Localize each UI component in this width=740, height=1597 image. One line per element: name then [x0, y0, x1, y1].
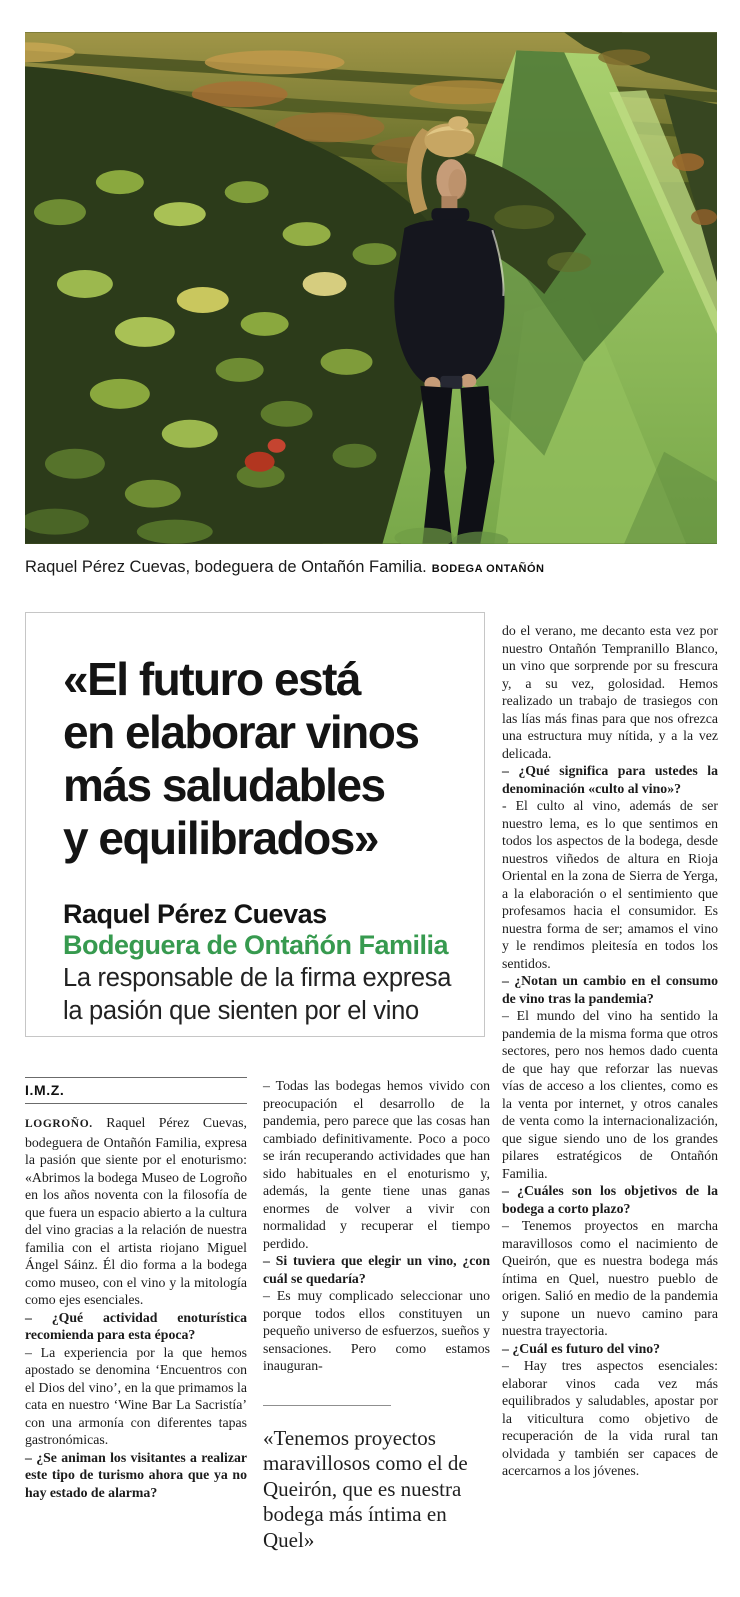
paragraph [25, 1449, 247, 1502]
paragraph [25, 1114, 247, 1309]
pull-quote-rule [263, 1405, 391, 1406]
photo-caption-line [25, 557, 717, 580]
body-text: – Hay tres aspectos esenciales: elaborar vinos cada vez más equilibrados y saludables, apostar por la viticultura como objetivo de recuperación de la vida rural tan olvidada y también ser capaces de acercarnos a los jóvenes. [502, 1358, 718, 1478]
headline-line: y equilibrados» [63, 812, 378, 864]
paragraph [263, 1077, 490, 1252]
headline [63, 653, 466, 865]
column-1-text [25, 1114, 247, 1501]
paragraph [502, 622, 718, 762]
article-left-area [25, 612, 490, 1553]
paragraph [502, 972, 718, 1007]
body-text: - El culto al vino, además de ser nuestro lema, es lo que sentimos en todos los aspectos de la bodega, desde nuestros viñedos de altura en Rioja Oriental en la zona de Sierra de Yerga, a la elaboración o el sentimiento que profesamos hacia el consumidor. Es nuestra forma de ser; amamos el vino y le rendimos pleitesía en todos los sentidos. [502, 798, 718, 971]
question-text: – ¿Notan un cambio en el consumo de vino tras la pandemia? [502, 973, 718, 1006]
paragraph [263, 1287, 490, 1375]
question-text: – ¿Cuál es futuro del vino? [502, 1340, 661, 1356]
headline-line: en elaborar vinos [63, 706, 419, 758]
body-text: do el verano, me decanto esta vez por nuestro Ontañón Tempranillo Blanco, un vino que sorprende por su frescura y, a su vez, golosidad. Hemos realizado un trabajo de trasiegos con las lías más finas para que nos ofrezca una estructura muy nítida, y a la vez delicada. [502, 623, 718, 761]
interviewee-name: Raquel Pérez Cuevas [63, 899, 327, 929]
paragraph [25, 1344, 247, 1449]
photo-credit: BODEGA ONTAÑÓN [431, 563, 545, 575]
paragraph [502, 797, 718, 972]
headline-line: más saludables [63, 759, 385, 811]
paragraph [502, 1340, 718, 1358]
interviewee-block [63, 899, 466, 1028]
interviewee-role: Bodeguera de Ontañón Familia [63, 930, 449, 960]
photo-caption: Raquel Pérez Cuevas, bodeguera de Ontañón Familia. [25, 558, 427, 576]
paragraph [502, 1007, 718, 1182]
paragraph [502, 1217, 718, 1340]
headline-box [25, 612, 485, 1037]
body-text: – El mundo del vino ha sentido la pandemia de la misma forma que otros sectores, pero nos hemos dado cuenta de que hay que reforzar las nuevas vías de acceso a los clientes, como es la venta por internet, y otros canales de venta como la internacionalización, que sigue siendo uno de los grandes pilares estratégicos de Ontañón Familia. [502, 1008, 718, 1181]
article-column-1 [25, 1077, 247, 1553]
question-text: – Si tuviera que elegir un vino, ¿con cuál se quedaría? [263, 1253, 490, 1286]
byline-label: I.M.Z. [25, 1082, 65, 1098]
body-text: Raquel Pérez Cuevas, bodeguera de Ontañón Familia, expresa la pasión que siente por el enoturismo: «Abrimos la bodega Museo de Logroño en los años noventa con la filosofía de que fuera un espacio abierto a la cultura del vino gracias a la relación de nuestra familia con el artista riojano Miguel Ángel Sáinz. Él dio forma a la bodega como museo, con el vino y la mitología como ejes esenciales. [25, 1115, 247, 1307]
pull-quote [263, 1405, 490, 1554]
vineyard-illustration [25, 32, 717, 544]
paragraph [502, 1182, 718, 1217]
deck: La responsable de la firma expresa la pasión que sienten por el vino [63, 964, 452, 1025]
columns-1-2 [25, 1077, 490, 1553]
body-text: LOGROÑO. [25, 1118, 93, 1130]
article-body [25, 612, 718, 1553]
body-text: – Tenemos proyectos en marcha maravillosos como el nacimiento de Queirón, que es nuestra bodega más íntima en Quel, nuestro pueblo de origen. Salió en medio de la pandemia y supone un nuevo camino para nuestra trayectoria. [502, 1218, 718, 1338]
paragraph [263, 1252, 490, 1287]
byline [25, 1077, 247, 1104]
paragraph [502, 1357, 718, 1480]
body-text: – La experiencia por la que hemos apostado se denomina ‘Encuentros con el Dios del vino’, en la que primamos la cata en nuestro ‘Wine Bar La Sacristía’ con una armonía con diferentes tapas gastronómicas. [25, 1344, 247, 1447]
question-text: – ¿Cuáles son los objetivos de la bodega a corto plazo? [502, 1183, 718, 1216]
body-text: – Todas las bodegas hemos vivido con preocupación el desarrollo de la pandemia, pero parece que las cosas han cambiado definitivamente. Poco a poco se irán recuperando actividades que han sido habituales en el enoturismo y, además, la gente tiene unas ganas enormes de volver a vivir con normalidad y recuperar el tiempo perdido. [263, 1078, 490, 1251]
question-text: – ¿Qué actividad enoturística recomienda para esta época? [25, 1309, 247, 1342]
headline-line: «El futuro está [63, 653, 361, 705]
question-text: – ¿Qué significa para ustedes la denominación «culto al vino»? [502, 763, 718, 796]
paragraph [502, 762, 718, 797]
paragraph [25, 1309, 247, 1344]
pull-quote-text: «Tenemos proyectos maravillosos como el de Queirón, que es nuestra bodega más íntima en Quel» [263, 1425, 468, 1552]
question-text: – ¿Se animan los visitantes a realizar este tipo de turismo ahora que ya no hay estado de alarma? [25, 1449, 247, 1500]
article-column-3 [502, 612, 718, 1553]
article-column-2 [263, 1077, 490, 1553]
vineyard-photo [25, 32, 717, 544]
body-text: – Es muy complicado seleccionar uno porque todos ellos constituyen un pequeño universo de esfuerzos, sueños y sensaciones. Pero como estamos inauguran- [263, 1288, 490, 1373]
